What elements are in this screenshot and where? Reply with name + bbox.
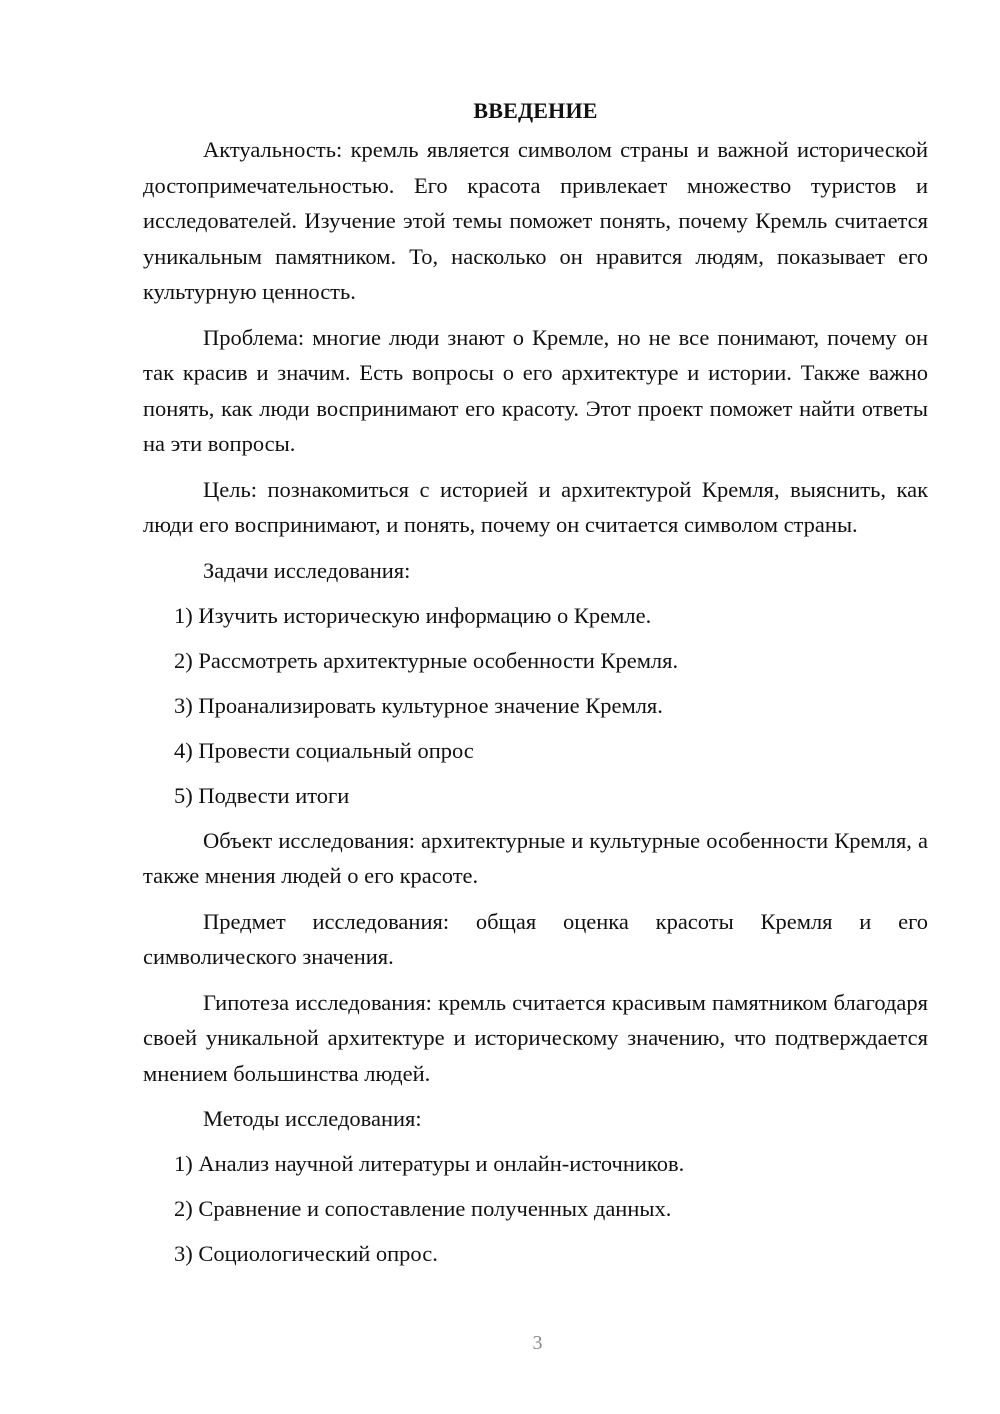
relevance-paragraph: Актуальность: кремль является символом страны и важной исторической достопримечательностью. Его красота привлекает множество туристов и исследователей. Изучение этой темы поможет понять, почему Кремль считается уникальным памятником. То, насколько он нравится людям, показывает его культурную ценность.: [143, 137, 928, 304]
task-item: 4) Провести социальный опрос: [174, 737, 474, 763]
problem-paragraph: Проблема: многие люди знают о Кремле, но не все понимают, почему он так красив и значим. Есть вопросы о его архитектуре и истории. Также важно понять, как люди воспринимают его красоту. Этот проект поможет найти ответы на эти вопросы.: [143, 324, 928, 456]
task-item: 3) Проанализировать культурное значение Кремля.: [174, 692, 663, 718]
method-item: 3) Социологический опрос.: [174, 1241, 438, 1266]
method-item: 1) Анализ научной литературы и онлайн-источников.: [174, 1151, 685, 1176]
page-number: 3: [532, 1332, 543, 1354]
tasks-heading: Задачи исследования:: [203, 557, 411, 583]
task-item: 1) Изучить историческую информацию о Кремле.: [174, 602, 652, 628]
object-paragraph: Объект исследования: архитектурные и культурные особенности Кремля, а также мнения людей о его красоте.: [143, 827, 928, 888]
hypothesis-paragraph: Гипотеза исследования: кремль считается красивым памятником благодаря своей уникальной архитектуре и историческому значению, что подтверждается мнением большинства людей.: [143, 989, 928, 1086]
methods-heading: Методы исследования:: [203, 1106, 422, 1131]
task-item: 5) Подвести итоги: [174, 782, 350, 808]
method-item: 2) Сравнение и сопоставление полученных данных.: [174, 1196, 672, 1221]
subject-paragraph: Предмет исследования: общая оценка красоты Кремля и его символического значения.: [143, 908, 928, 969]
goal-paragraph: Цель: познакомиться с историей и архитектурой Кремля, выяснить, как люди его воспринимают, и понять, почему он считается символом страны.: [143, 476, 928, 537]
task-item: 2) Рассмотреть архитектурные особенности Кремля.: [174, 647, 679, 673]
section-title: ВВЕДЕНИЕ: [473, 98, 598, 123]
document-page: [143, 96, 928, 1281]
